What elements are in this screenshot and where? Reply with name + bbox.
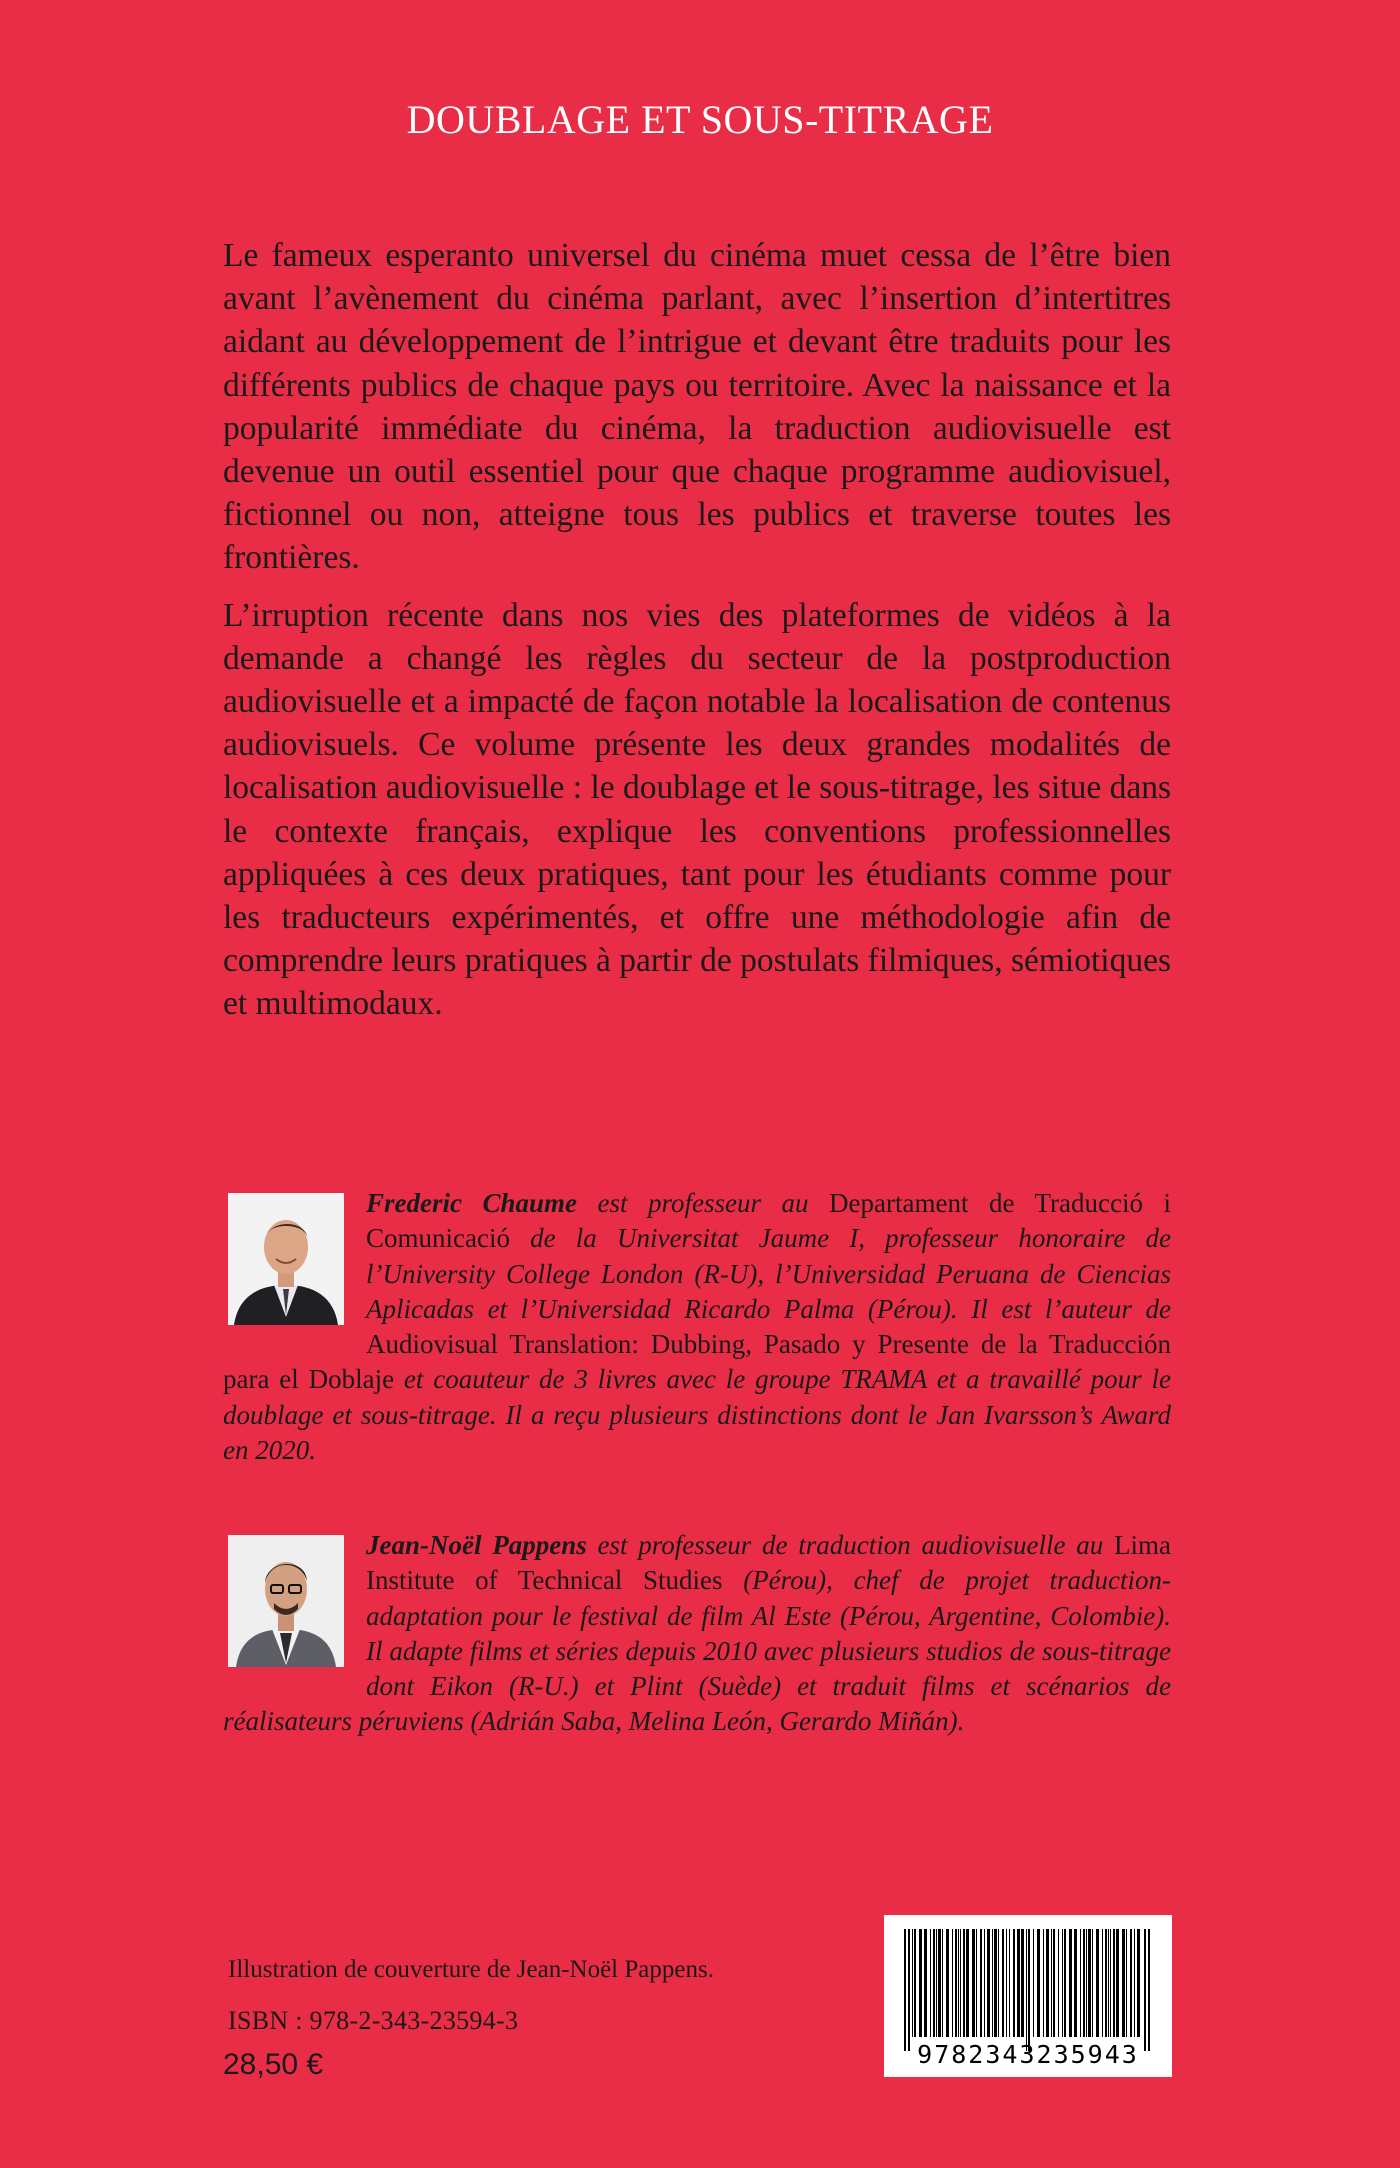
book-title: DOUBLAGE ET SOUS-TITRAGE bbox=[406, 97, 994, 142]
blurb-paragraph-2: L’irruption récente dans nos vies des plateformes de vidéos à la demande a changé les règles du secteur de la postproduction audiovisuelle et a impacté de façon notable la localisation de contenus audiovisuels. Ce volume présente les deux grandes modalités de localisation audiovisuelle : le doublage et le sous-titrage, les situe dans le contexte français, explique les conventions professionnelles appliquées à ces deux pratiques, tant pour les étudiants comme pour les traducteurs expérimentés, et offre une méthodologie afin de comprendre leurs pratiques à partir de postulats filmiques, sémiotiques et multimodaux. bbox=[223, 596, 1171, 1023]
author-bio-chaume bbox=[223, 1186, 1171, 1468]
bio1-text-1: est professeur au bbox=[577, 1188, 830, 1218]
price: 28,50 € bbox=[223, 2048, 324, 2081]
author-photo-chaume bbox=[228, 1193, 344, 1325]
cover-credit: Illustration de couverture de Jean-Noël Pappens. bbox=[228, 1956, 714, 1983]
author-name-pappens: Jean-Noël Pappens bbox=[366, 1530, 587, 1560]
blurb bbox=[223, 234, 1171, 1040]
bio2-institute: Lima Institute of Technical Studies bbox=[366, 1530, 1171, 1596]
isbn: ISBN : 978-2-343-23594-3 bbox=[228, 2006, 519, 2035]
blurb-paragraph-1: Le fameux esperanto universel du cinéma muet cessa de l’être bien avant l’avènement du cinéma parlant, avec l’insertion d’intertitres aidant au développement de l’intrigue et devant être traduits pour les différents publics de chaque pays ou territoire. Avec la naissance et la popularité immédiate du cinéma, la traduction audiovisuelle est devenue un outil essentiel pour que chaque programme audiovisuel, fictionnel ou non, atteigne tous les publics et traverse toutes les frontières. bbox=[223, 237, 1171, 577]
bio2-text-2: (Pérou), chef de projet traduction-adaptation pour le festival de film Al Este (Pérou, Argentine, Colombie). Il adapte films et séries depuis 2010 avec plusieurs studios de sous-titrage dont Eikon (R-U.) et Plint (Suède) et traduit films et scénarios de réalisateurs péruviens (Adrián Saba, Melina León, Gerardo Miñán). bbox=[223, 1565, 1171, 1737]
bio1-book-title: Audiovisual Translation: Dubbing, Pasado y Presente de la Traducción para el Doblaje bbox=[223, 1329, 1171, 1395]
author-name-chaume: Frederic Chaume bbox=[366, 1188, 578, 1218]
bio1-text-2: de la Universitat Jaume I, professeur honoraire de l’University College London (R-U), l’Universidad Peruana de Ciencias Aplicadas et l’Universidad Ricardo Palma (Pérou). Il est l’auteur de bbox=[366, 1223, 1171, 1324]
bio1-department: Departament de Traducció i Comunicació bbox=[366, 1188, 1171, 1254]
author-bio-pappens bbox=[223, 1528, 1171, 1740]
bio2-text-1: est professeur de traduction audiovisuelle au bbox=[586, 1530, 1115, 1560]
barcode bbox=[884, 1915, 1172, 2077]
bio1-text-3: et coauteur de 3 livres avec le groupe TRAMA et a travaillé pour le doublage et sous-titrage. Il a reçu plusieurs distinctions dont le Jan Ivarsson’s Award en 2020. bbox=[223, 1364, 1171, 1466]
author-photo-pappens bbox=[228, 1535, 344, 1667]
barcode-digits: 9782343235943 bbox=[917, 2040, 1139, 2069]
